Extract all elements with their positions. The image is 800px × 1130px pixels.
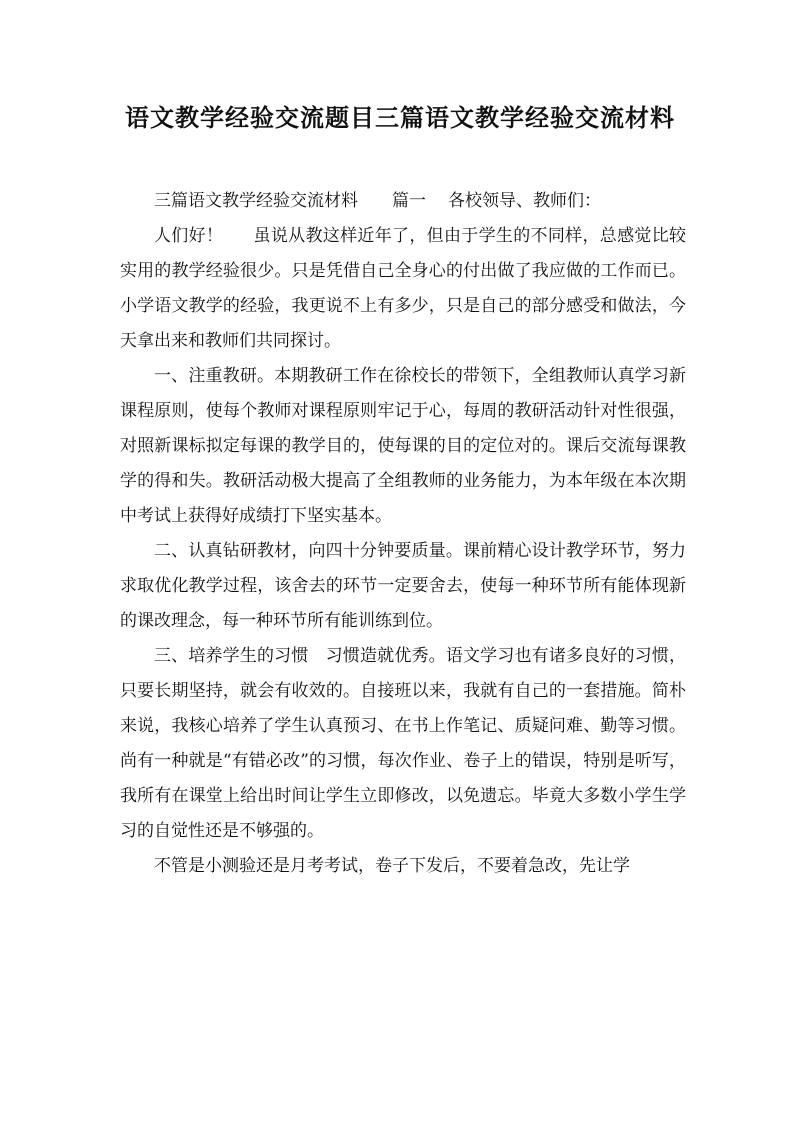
paragraph-2: 二、认真钻研教材，向四十分钟要质量。课前精心设计教学环节，努力求取优化教学过程，该舍去的环节一定要舍去，使每一种环节所有能体现新的课改理念，每一种环节所有能训练到位。 [120,541,686,631]
intro-line-part1: 三篇语文教学经验交流材料 [154,191,358,211]
intro-line [120,184,686,219]
paragraph-3: 三、培养学生的习惯 习惯造就优秀。语文学习也有诸多良好的习惯，只要长期坚持，就会有收效的。自接班以来，我就有自己的一套措施。简朴来说，我核心培养了学生认真预习、在书上作笔记、质疑问难、勤等习惯。尚有一种就是“有错必改”的习惯，每次作业、卷子上的错误，特别是听写，我所有在课堂上给出时间让学生立即修改，以免遗忘。毕竟大多数小学生学习的自觉性还是不够强的。 [120,646,686,841]
greeting-text: 虽说从教这样近年了，但由于学生的不同样，总感觉比较实用的教学经验很少。只是凭借自己全身心的付出做了我应做的工作而已。小学语文教学的经验，我更说不上有多少，只是自己的部分感受和做法，今天拿出来和教师们共同探讨。 [120,226,687,351]
intro-line-part2: 篇一 [392,191,426,211]
document-body [120,184,686,884]
greeting-paragraph [120,219,686,359]
paragraph-1: 一、注重教研。本期教研工作在徐校长的带领下，全组教师认真学习新课程原则，使每个教师对课程原则牢记于心，每周的教研活动针对性很强，对照新课标拟定每课的教学目的，使每课的目的定位对的。课后交流每课教学的得和失。教研活动极大提高了全组教师的业务能力，为本年级在本次期中考试上获得好成绩打下坚实基本。 [120,366,686,526]
greeting-salutation: 人们好！ [154,226,224,246]
intro-line-part3: 各校领导、教师们： [448,191,601,211]
paragraph-4: 不管是小测验还是月考考试，卷子下发后，不要着急改，先让学 [154,856,630,876]
document-title: 语文教学经验交流题目三篇语文教学经验交流材料 [125,103,675,132]
